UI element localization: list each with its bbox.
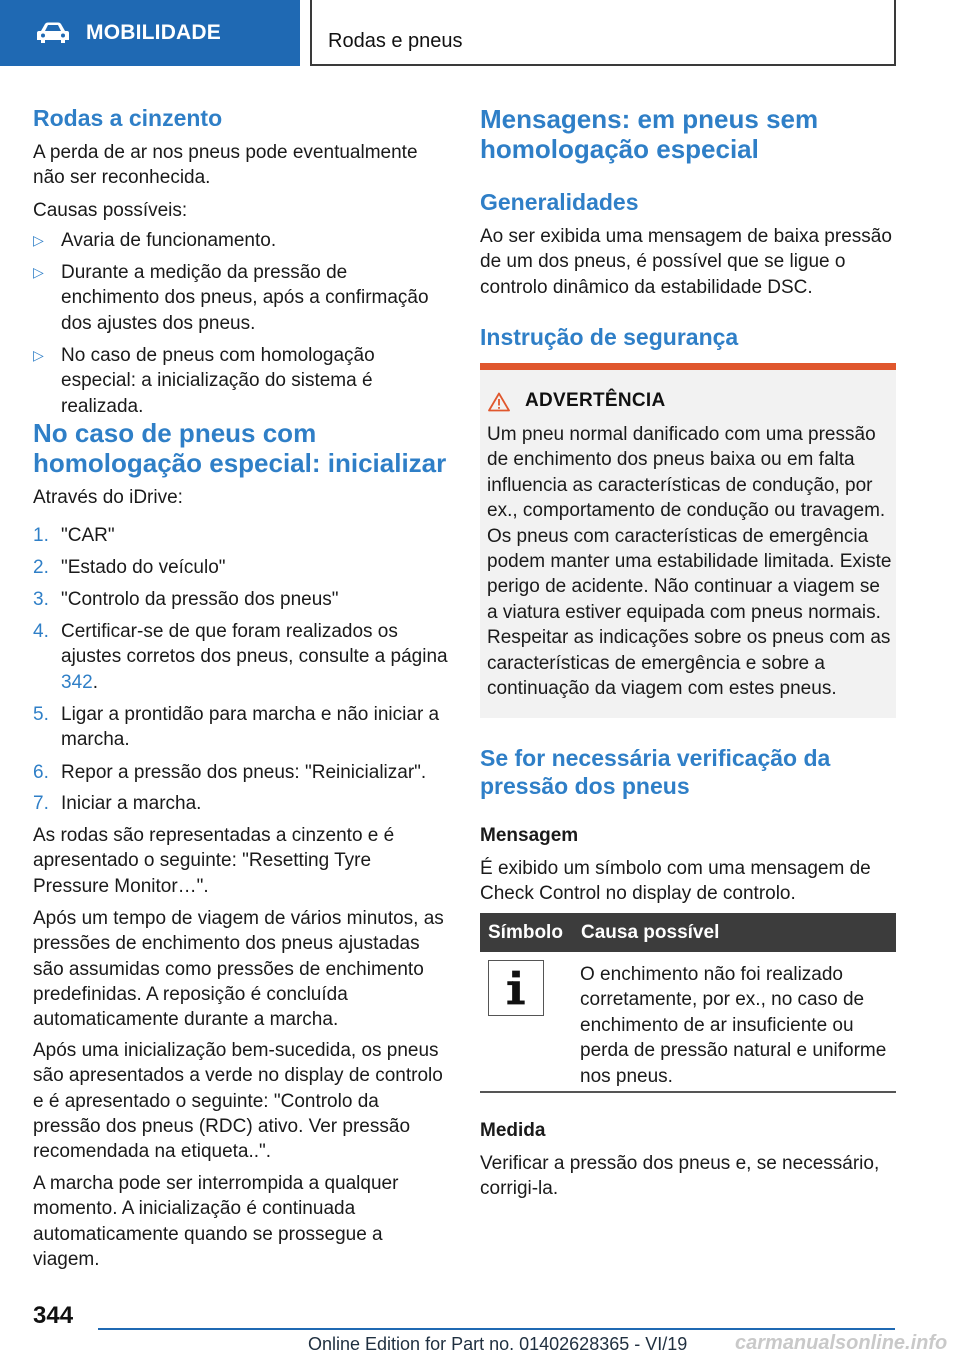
paragraph: Após uma inicialização bem-sucedida, os pneus são apresentados a verde no display de controlo e é apresentado o seguinte: "Controlo da pressão dos pneus (RDC) ativo. Ver pressão recomendada na etiqueta..". bbox=[33, 1040, 443, 1163]
table-rule bbox=[480, 1091, 896, 1093]
page-header bbox=[0, 0, 960, 66]
paragraph: Após um tempo de viagem de vários minutos, as pressões de enchimento dos pneus ajustadas são assumidas como pressões de enchimento predefinidas. A reposição é concluída automaticamente durante a marcha. bbox=[33, 908, 444, 1031]
paragraph: A marcha pode ser interrompida a qualquer momento. A inicialização é continuada automaticamente quando se prossegue a viagem. bbox=[33, 1173, 399, 1270]
chapter-label: Rodas e pneus bbox=[328, 30, 463, 52]
step-text-main: Certificar-se de que foram realizados os ajustes corretos dos pneus, consulte a página bbox=[61, 621, 448, 668]
paragraph: As rodas são representadas a cinzento e é apresentado o seguinte: "Resetting Tyre Pressure Monitor…". bbox=[33, 825, 395, 897]
step-text-end: . bbox=[92, 671, 98, 693]
warning-text: Um pneu normal danificado com uma pressão de enchimento dos pneus baixa ou em falta influencia as características de condução, por ex., comportamento de condução ou travagem. Os pneus com características de emergência podem manter uma estabilidade limitada. Existe perigo de acidente. Não continuar a viagem se a viatura estiver equipada com pneus normais. Respeitar as indicações sobre os pneus com as características de emergência e sobre a continuação da viagem com estes pneus. bbox=[487, 424, 892, 700]
safety-heading: Instrução de segurança bbox=[480, 324, 739, 350]
general-text: Ao ser exibida uma mensagem de baixa pressão de um dos pneus, é possível que se ligue o controlo dinâmico da estabilidade DSC. bbox=[480, 226, 892, 298]
warning-title: ADVERTÊNCIA bbox=[525, 390, 666, 411]
step-text: "Estado do veículo" bbox=[61, 557, 226, 578]
table-header-symbol: Símbolo bbox=[488, 922, 563, 943]
general-heading: Generalidades bbox=[480, 189, 639, 215]
step-text: Ligar a prontidão para marcha e não iniciar a marcha. bbox=[61, 704, 440, 751]
message-text: É exibido um símbolo com uma mensagem de Check Control no display de controlo. bbox=[480, 858, 871, 905]
car-icon bbox=[36, 21, 70, 45]
step-number: 1. bbox=[33, 525, 49, 546]
step-number: 6. bbox=[33, 762, 49, 783]
message-label: Mensagem bbox=[480, 825, 579, 846]
step-text: Repor a pressão dos pneus: "Reinicializar". bbox=[61, 762, 427, 783]
warning-triangle-icon bbox=[488, 392, 510, 412]
table-header bbox=[480, 913, 896, 952]
warning-box bbox=[480, 370, 896, 718]
section-label: MOBILIDADE bbox=[86, 21, 221, 44]
footer-rule bbox=[98, 1328, 895, 1330]
step-text: Iniciar a marcha. bbox=[61, 793, 202, 814]
step-number: 5. bbox=[33, 704, 49, 725]
list-item-text: Durante a medição da pressão de enchimento dos pneus, após a confirmação dos ajustes dos pneus. bbox=[61, 262, 429, 334]
watermark: carmanualsonline.info bbox=[735, 1332, 948, 1354]
section-tab bbox=[0, 0, 300, 66]
step-number: 3. bbox=[33, 589, 49, 610]
step-text: "Controlo da pressão dos pneus" bbox=[61, 589, 339, 610]
measure-label: Medida bbox=[480, 1120, 546, 1141]
grey-wheels-intro: A perda de ar nos pneus pode eventualmente não ser reconhecida. bbox=[33, 142, 418, 189]
measure-text: Verificar a pressão dos pneus e, se necessário, corrigi-la. bbox=[480, 1153, 880, 1200]
bullet-triangle-icon: ▷ bbox=[33, 232, 44, 248]
step-number: 7. bbox=[33, 793, 49, 814]
page-link[interactable]: 342 bbox=[61, 671, 93, 693]
step-text bbox=[61, 619, 448, 695]
table-header-cause: Causa possível bbox=[581, 922, 720, 943]
edition-text: Online Edition for Part no. 01402628365 - VI/19 bbox=[308, 1334, 688, 1354]
step-number: 2. bbox=[33, 557, 49, 578]
chapter-tab bbox=[310, 0, 896, 66]
messages-heading: Mensagens: em pneus sem homologação especial bbox=[480, 104, 819, 164]
step-text: "CAR" bbox=[61, 525, 115, 546]
bullet-triangle-icon: ▷ bbox=[33, 347, 44, 363]
table-cell-cause: O enchimento não foi realizado corretamente, por ex., no caso de enchimento de ar insuficiente ou perda de pressão natural e uniforme nos pneus. bbox=[580, 964, 887, 1087]
page-number: 344 bbox=[33, 1302, 74, 1329]
initialize-heading: No caso de pneus com homologação especial: inicializar bbox=[33, 418, 447, 478]
bullet-triangle-icon: ▷ bbox=[33, 264, 44, 280]
check-heading: Se for necessária verificação da pressão dos pneus bbox=[480, 745, 831, 799]
grey-wheels-heading: Rodas a cinzento bbox=[33, 105, 223, 131]
warning-bar bbox=[480, 363, 896, 370]
initialize-intro: Através do iDrive: bbox=[33, 487, 183, 508]
list-item-text: No caso de pneus com homologação especial: a inicialização do sistema é realizada. bbox=[61, 345, 375, 417]
causes-label: Causas possíveis: bbox=[33, 200, 188, 221]
info-icon bbox=[488, 960, 544, 1016]
step-number: 4. bbox=[33, 621, 49, 642]
list-item-text: Avaria de funcionamento. bbox=[61, 230, 277, 251]
